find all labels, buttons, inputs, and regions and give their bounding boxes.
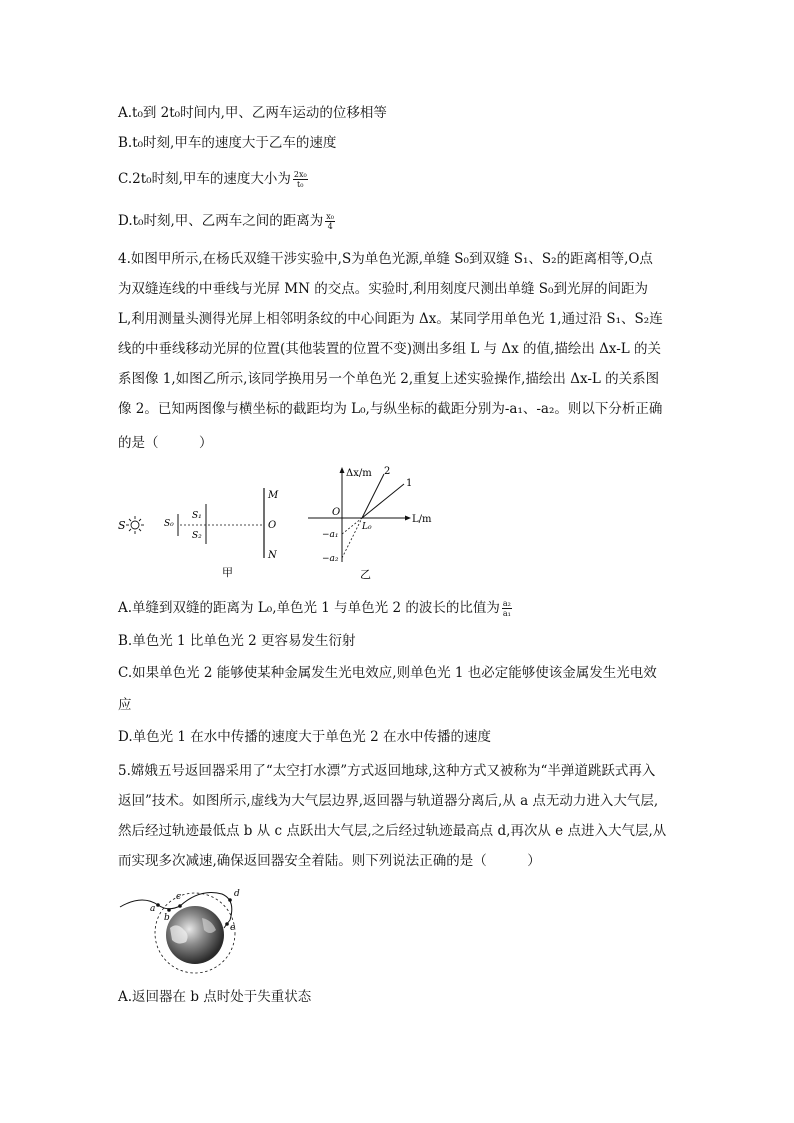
q4-stem-line: 系图像 1,如图乙所示,该同学换用另一个单色光 2,重复上述实验操作,描绘出 Δx-L 的关系图 [118, 371, 660, 387]
point-e [225, 922, 229, 926]
point-d [228, 898, 232, 902]
figure-double-slit-setup [110, 476, 290, 586]
label-n: N [268, 550, 277, 561]
label-c: c [176, 892, 182, 902]
l0-label: L₀ [362, 522, 372, 532]
y-axis-arrow-icon [340, 467, 345, 473]
point-b [167, 908, 171, 912]
x-axis-label: L/m [412, 514, 432, 525]
q4-option-b: B.单色光 1 比单色光 2 更容易发生衍射 [118, 633, 356, 649]
q3-option-c-fraction [293, 170, 308, 189]
line-1-extension [342, 518, 362, 534]
q3-option-d-fraction [325, 212, 335, 231]
fraction-numerator: x₀ [326, 212, 334, 221]
line-1-label: 1 [406, 478, 413, 489]
fraction-numerator: a₂ [502, 599, 511, 608]
caption-jia: 甲 [222, 566, 233, 579]
q4-option-c-line1: C.如果单色光 2 能够使某种金属发生光电效应,则单色光 1 也必定能够使该金属发生光电效 [118, 665, 657, 681]
q4-stem-line: L,利用测量头测得光屏上相邻明条纹的中心间距为 Δx。某同学用单色光 1,通过沿 S₁、S₂连 [118, 311, 663, 327]
q4-stem-line: 线的中垂线移动光屏的位置(其他装置的位置不变)测出多组 L 与 Δx 的值,描绘出 Δx-L 的关 [118, 341, 662, 357]
q4-option-a-text: A.单缝到双缝的距离为 L₀,单色光 1 与单色光 2 的波长的比值为 [118, 600, 500, 616]
point-a [156, 903, 160, 907]
label-s0: S₀ [164, 519, 174, 529]
q3-option-c-text: C.2t₀时刻,甲车的速度大小为 [118, 171, 291, 187]
q5-stem-line: 5.嫦娥五号返回器采用了“太空打水漂”方式返回地球,这种方式又被称为“半弹道跳跃式再入 [118, 763, 656, 779]
label-s1: S₁ [192, 511, 202, 521]
fraction-denominator: t₀ [297, 180, 304, 189]
q3-option-d-text: D.t₀时刻,甲、乙两车之间的距离为 [118, 213, 324, 229]
label-d: d [234, 889, 240, 899]
x-axis-arrow-icon [405, 516, 411, 521]
line-2-extension [342, 518, 362, 558]
q4-option-a-fraction [502, 599, 512, 618]
label-o: O [268, 520, 277, 531]
q4-option-a [118, 599, 512, 618]
label-m: M [268, 490, 279, 501]
a1-label: −a₁ [322, 530, 339, 540]
fraction-denominator: 4 [327, 222, 333, 231]
label-s2: S₂ [192, 531, 202, 541]
line-2 [362, 474, 384, 518]
q4-stem-line: 的是（ ） [118, 435, 213, 451]
label-s: S [118, 519, 126, 532]
q5-stem-line: 返回”技术。如图所示,虚线为大气层边界,返回器与轨道器分离后,从 a 点无动力进入大气层, [118, 793, 659, 809]
figure-skip-reentry [112, 880, 252, 980]
caption-yi: 乙 [360, 568, 371, 581]
q3-option-b: B.t₀时刻,甲车的速度大于乙车的速度 [118, 135, 337, 151]
q3-option-c [118, 170, 308, 189]
q4-option-c-line2: 应 [118, 697, 132, 713]
q4-option-d: D.单色光 1 在水中传播的速度大于单色光 2 在水中传播的速度 [118, 729, 491, 745]
origin-label: O [332, 507, 341, 518]
y-axis-label: Δx/m [346, 468, 372, 479]
q4-stem-line: 像 2。已知两图像与横坐标的截距均为 L₀,与纵坐标的截距分别为-a₁、-a₂。则以下分析正确 [118, 401, 663, 417]
fraction-denominator: a₁ [502, 609, 511, 618]
q3-option-a: A.t₀到 2t₀时间内,甲、乙两车运动的位移相等 [118, 105, 387, 121]
figure-dx-l-graph [300, 462, 440, 587]
point-c [178, 904, 182, 908]
label-e: e [230, 923, 236, 933]
q3-option-d [118, 212, 335, 231]
q5-option-a: A.返回器在 b 点时处于失重状态 [118, 989, 312, 1005]
fraction-numerator: 2x₀ [293, 170, 307, 179]
q4-stem-line: 为双缝连线的中垂线与光屏 MN 的交点。实验时,利用刻度尺测出单缝 S₀到光屏的间距为 [118, 281, 648, 297]
line-2-label: 2 [384, 466, 391, 477]
label-b: b [164, 913, 170, 923]
q5-stem-line: 而实现多次减速,确保返回器安全着陆。则下列说法正确的是（ ） [118, 853, 541, 869]
label-a: a [150, 904, 156, 914]
q4-stem-line: 4.如图甲所示,在杨氏双缝干涉实验中,S为单色光源,单缝 S₀到双缝 S₁、S₂的距离相等,O点 [118, 251, 653, 267]
q5-stem-line: 然后经过轨迹最低点 b 从 c 点跃出大气层,之后经过轨迹最高点 d,再次从 e 点进入大气层,从 [118, 823, 667, 839]
light-source-icon [126, 516, 144, 534]
line-1 [362, 484, 404, 518]
a2-label: −a₂ [322, 554, 339, 564]
